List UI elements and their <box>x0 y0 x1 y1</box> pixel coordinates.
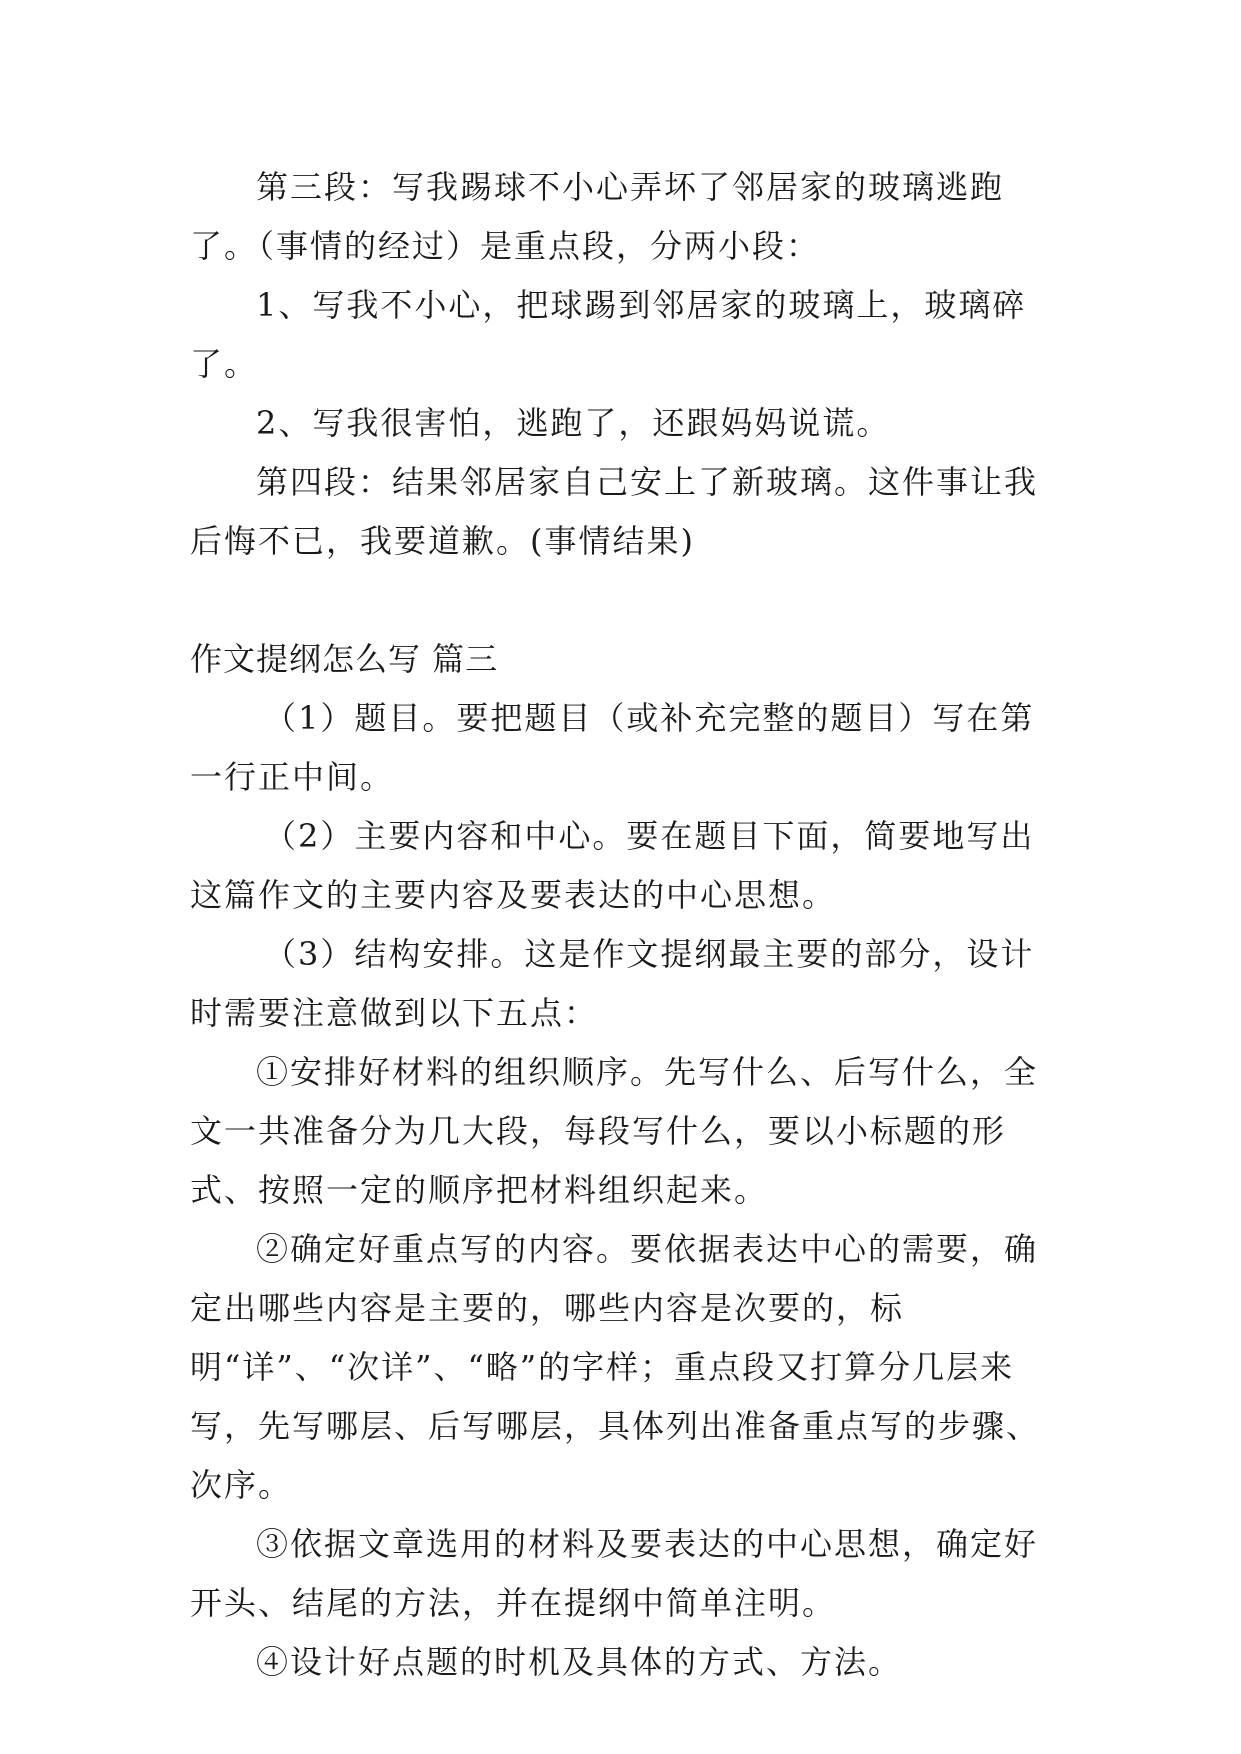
section-heading: 作文提纲怎么写 篇三 <box>190 640 499 678</box>
paragraph-section-three: 第三段：写我踢球不小心弄坏了邻居家的玻璃逃跑了。（事情的经过）是重点段，分两小段： <box>190 168 1005 265</box>
paragraph-item-three: ③依据文章选用的材料及要表达的中心思想，确定好开头、结尾的方法，并在提纲中简单注明。 <box>190 1525 1039 1622</box>
paragraph-structure-rule: （3）结构安排。这是作文提纲最主要的部分，设计时需要注意做到以下五点： <box>190 935 1035 1032</box>
paragraph-point-one: 1、写我不小心，把球踢到邻居家的玻璃上，玻璃碎了。 <box>190 286 1027 383</box>
paragraph-item-two: ②确定好重点写的内容。要依据表达中心的需要，确定出哪些内容是主要的，哪些内容是次要的，标明“详”、“次详”、“略”的字样；重点段又打算分几层来写，先写哪层、后写哪层，具体列出准备重点写的步骤、次序。 <box>190 1230 1041 1504</box>
paragraph-title-rule: （1）题目。要把题目（或补充完整的题目）写在第一行正中间。 <box>190 699 1035 796</box>
section-spacer <box>190 571 1052 630</box>
paragraph-point-two: 2、写我很害怕，逃跑了，还跟妈妈说谎。 <box>256 404 891 442</box>
paragraph-item-four: ④设计好点题的时机及具体的方式、方法。 <box>256 1643 903 1681</box>
paragraph-content-rule: （2）主要内容和中心。要在题目下面，简要地写出这篇作文的主要内容及要表达的中心思想。 <box>190 817 1035 914</box>
paragraph-section-four: 第四段：结果邻居家自己安上了新玻璃。这件事让我后悔不已，我要道歉。(事情结果) <box>190 463 1039 560</box>
paragraph-item-one: ①安排好材料的组织顺序。先写什么、后写什么，全文一共准备分为几大段，每段写什么，要以小标题的形式、按照一定的顺序把材料组织起来。 <box>190 1053 1039 1209</box>
document-body <box>190 158 1052 1692</box>
